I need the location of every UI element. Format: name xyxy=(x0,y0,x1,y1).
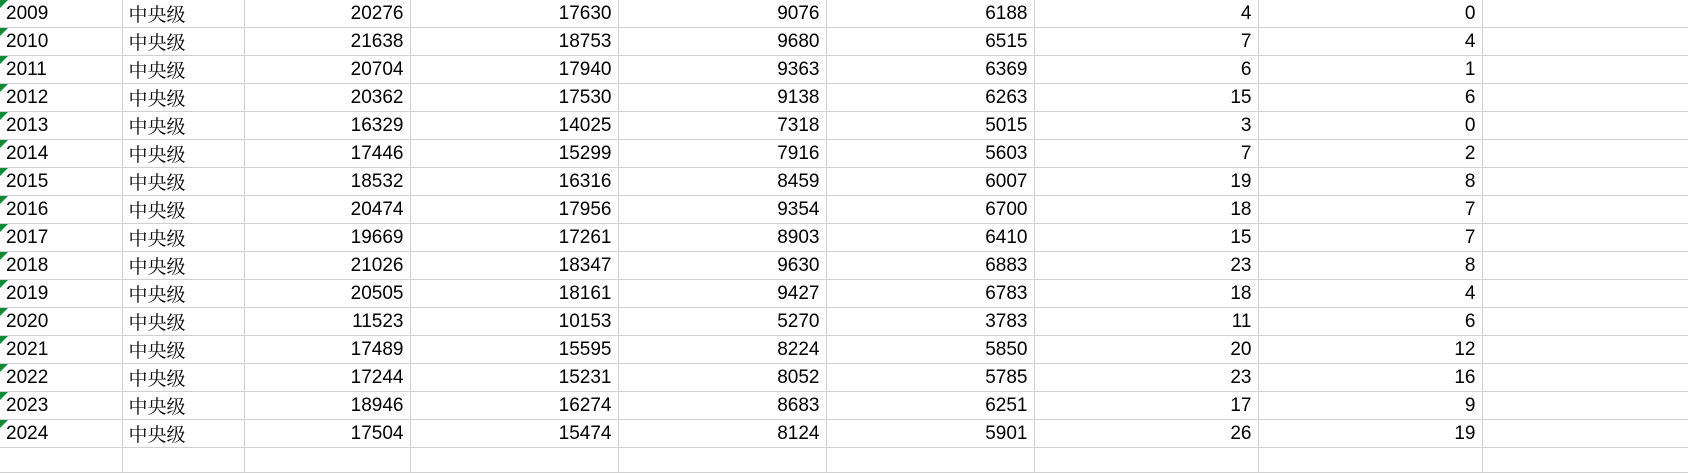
cell-value3[interactable]: 15299 xyxy=(410,140,618,168)
cell-value4[interactable]: 9680 xyxy=(618,28,826,56)
cell-value7[interactable]: 1 xyxy=(1258,56,1482,84)
cell-total[interactable]: 21638 xyxy=(244,28,410,56)
cell-value6[interactable]: 19 xyxy=(1034,168,1258,196)
cell-year[interactable] xyxy=(0,308,122,336)
cell-year-text: 2016 xyxy=(6,198,49,220)
cell-error-marker-icon xyxy=(0,224,8,232)
cell-value6[interactable]: 17 xyxy=(1034,392,1258,420)
cell-level[interactable]: 中央级 xyxy=(122,196,244,224)
cell-year-text: 2024 xyxy=(6,422,49,444)
cell-year[interactable] xyxy=(0,0,122,28)
cell-error-marker-icon xyxy=(0,420,8,428)
cell-total[interactable] xyxy=(244,448,410,473)
cell-error-marker-icon xyxy=(0,168,8,176)
cell-value4[interactable]: 8124 xyxy=(618,420,826,448)
cell-value6[interactable]: 4 xyxy=(1034,0,1258,28)
table-row[interactable] xyxy=(0,252,1688,280)
cell-value7[interactable]: 4 xyxy=(1258,28,1482,56)
cell-year-text: 2015 xyxy=(6,170,49,192)
cell-error-marker-icon xyxy=(0,280,8,288)
cell-value7[interactable]: 0 xyxy=(1258,112,1482,140)
cell-error-marker-icon xyxy=(0,84,8,92)
cell-level[interactable]: 中央级 xyxy=(122,364,244,392)
table-row[interactable] xyxy=(0,336,1688,364)
cell-value3[interactable]: 15595 xyxy=(410,336,618,364)
cell-year[interactable] xyxy=(0,336,122,364)
cell-error-marker-icon xyxy=(0,308,8,316)
cell-value5[interactable]: 3783 xyxy=(826,308,1034,336)
cell-value4[interactable]: 9138 xyxy=(618,84,826,112)
cell-year-text: 2010 xyxy=(6,30,49,52)
cell-total[interactable]: 20704 xyxy=(244,56,410,84)
cell-value7[interactable]: 2 xyxy=(1258,140,1482,168)
cell-value7[interactable]: 6 xyxy=(1258,84,1482,112)
cell-extra[interactable] xyxy=(1482,0,1688,28)
cell-value3[interactable]: 16274 xyxy=(410,392,618,420)
cell-year[interactable] xyxy=(0,84,122,112)
cell-value5[interactable]: 6263 xyxy=(826,84,1034,112)
cell-year-text: 2020 xyxy=(6,310,49,332)
cell-value3[interactable]: 16316 xyxy=(410,168,618,196)
cell-year[interactable] xyxy=(0,140,122,168)
table-row[interactable] xyxy=(0,140,1688,168)
cell-level[interactable]: 中央级 xyxy=(122,28,244,56)
cell-value7[interactable]: 8 xyxy=(1258,168,1482,196)
table-row[interactable] xyxy=(0,0,1688,28)
cell-error-marker-icon xyxy=(0,392,8,400)
cell-value6[interactable]: 20 xyxy=(1034,336,1258,364)
cell-extra[interactable] xyxy=(1482,196,1688,224)
cell-value6[interactable]: 6 xyxy=(1034,56,1258,84)
cell-level[interactable] xyxy=(122,448,244,473)
cell-year-text: 2019 xyxy=(6,282,49,304)
cell-year-text: 2018 xyxy=(6,254,49,276)
table-row[interactable] xyxy=(0,420,1688,448)
cell-total[interactable]: 17446 xyxy=(244,140,410,168)
cell-value7[interactable]: 7 xyxy=(1258,224,1482,252)
cell-extra[interactable] xyxy=(1482,56,1688,84)
cell-value5[interactable]: 5015 xyxy=(826,112,1034,140)
cell-value6[interactable] xyxy=(1034,448,1258,473)
cell-value7[interactable]: 16 xyxy=(1258,364,1482,392)
cell-value4[interactable]: 9363 xyxy=(618,56,826,84)
cell-value3[interactable]: 18753 xyxy=(410,28,618,56)
cell-year[interactable] xyxy=(0,56,122,84)
cell-value5[interactable]: 6188 xyxy=(826,0,1034,28)
cell-level[interactable]: 中央级 xyxy=(122,56,244,84)
cell-error-marker-icon xyxy=(0,56,8,64)
cell-extra[interactable] xyxy=(1482,252,1688,280)
table-row[interactable] xyxy=(0,308,1688,336)
cell-value6[interactable]: 3 xyxy=(1034,112,1258,140)
cell-error-marker-icon xyxy=(0,336,8,344)
cell-value4[interactable]: 8052 xyxy=(618,364,826,392)
cell-year-text: 2023 xyxy=(6,394,49,416)
cell-value4[interactable]: 8903 xyxy=(618,224,826,252)
cell-total[interactable]: 16329 xyxy=(244,112,410,140)
table-row[interactable] xyxy=(0,364,1688,392)
cell-total[interactable]: 17504 xyxy=(244,420,410,448)
cell-value3[interactable]: 18161 xyxy=(410,280,618,308)
cell-value5[interactable]: 5901 xyxy=(826,420,1034,448)
table-row[interactable] xyxy=(0,448,1688,473)
cell-value5[interactable]: 6007 xyxy=(826,168,1034,196)
cell-extra[interactable] xyxy=(1482,448,1688,473)
cell-value7[interactable]: 12 xyxy=(1258,336,1482,364)
cell-value4[interactable]: 7318 xyxy=(618,112,826,140)
cell-value5[interactable]: 5850 xyxy=(826,336,1034,364)
cell-total[interactable]: 20276 xyxy=(244,0,410,28)
cell-total[interactable]: 18946 xyxy=(244,392,410,420)
cell-value4[interactable]: 9630 xyxy=(618,252,826,280)
cell-year[interactable] xyxy=(0,196,122,224)
cell-value3[interactable]: 14025 xyxy=(410,112,618,140)
table-row[interactable] xyxy=(0,84,1688,112)
cell-value3[interactable]: 17630 xyxy=(410,0,618,28)
cell-level[interactable]: 中央级 xyxy=(122,252,244,280)
cell-level[interactable]: 中央级 xyxy=(122,84,244,112)
cell-value6[interactable]: 23 xyxy=(1034,364,1258,392)
cell-error-marker-icon xyxy=(0,28,8,36)
cell-value6[interactable]: 7 xyxy=(1034,28,1258,56)
cell-value7[interactable]: 8 xyxy=(1258,252,1482,280)
cell-level[interactable]: 中央级 xyxy=(122,0,244,28)
cell-value7[interactable]: 6 xyxy=(1258,308,1482,336)
cell-value5[interactable]: 6369 xyxy=(826,56,1034,84)
cell-error-marker-icon xyxy=(0,0,8,8)
cell-year[interactable] xyxy=(0,252,122,280)
cell-extra[interactable] xyxy=(1482,308,1688,336)
cell-value3[interactable]: 10153 xyxy=(410,308,618,336)
cell-value5[interactable]: 6783 xyxy=(826,280,1034,308)
cell-value5[interactable]: 6251 xyxy=(826,392,1034,420)
cell-year[interactable] xyxy=(0,364,122,392)
cell-value3[interactable]: 17261 xyxy=(410,224,618,252)
cell-total[interactable]: 17489 xyxy=(244,336,410,364)
cell-value3[interactable]: 17530 xyxy=(410,84,618,112)
cell-value7[interactable]: 7 xyxy=(1258,196,1482,224)
cell-total[interactable]: 20505 xyxy=(244,280,410,308)
cell-year[interactable] xyxy=(0,392,122,420)
cell-year-text: 2022 xyxy=(6,366,49,388)
cell-value5[interactable]: 6883 xyxy=(826,252,1034,280)
cell-total[interactable]: 20474 xyxy=(244,196,410,224)
cell-value7[interactable]: 0 xyxy=(1258,0,1482,28)
cell-value6[interactable]: 26 xyxy=(1034,420,1258,448)
cell-level[interactable]: 中央级 xyxy=(122,308,244,336)
cell-value6[interactable]: 11 xyxy=(1034,308,1258,336)
table-row[interactable] xyxy=(0,224,1688,252)
cell-extra[interactable] xyxy=(1482,224,1688,252)
cell-level[interactable]: 中央级 xyxy=(122,336,244,364)
cell-total[interactable]: 18532 xyxy=(244,168,410,196)
cell-value3[interactable]: 15231 xyxy=(410,364,618,392)
cell-total[interactable]: 19669 xyxy=(244,224,410,252)
cell-level[interactable]: 中央级 xyxy=(122,140,244,168)
cell-value5[interactable]: 6700 xyxy=(826,196,1034,224)
cell-year-text: 2011 xyxy=(6,58,47,80)
cell-level[interactable]: 中央级 xyxy=(122,280,244,308)
table-row[interactable] xyxy=(0,112,1688,140)
cell-year[interactable] xyxy=(0,168,122,196)
cell-year-text: 2013 xyxy=(6,114,49,136)
cell-level[interactable]: 中央级 xyxy=(122,112,244,140)
cell-total[interactable]: 21026 xyxy=(244,252,410,280)
cell-error-marker-icon xyxy=(0,196,8,204)
cell-value3[interactable]: 17956 xyxy=(410,196,618,224)
cell-value6[interactable]: 15 xyxy=(1034,84,1258,112)
cell-value5[interactable] xyxy=(826,448,1034,473)
cell-value3[interactable] xyxy=(410,448,618,473)
cell-value7[interactable]: 19 xyxy=(1258,420,1482,448)
cell-year[interactable] xyxy=(0,280,122,308)
cell-value4[interactable]: 9354 xyxy=(618,196,826,224)
cell-year-text: 2012 xyxy=(6,86,49,108)
table-row[interactable] xyxy=(0,56,1688,84)
cell-value5[interactable]: 6515 xyxy=(826,28,1034,56)
cell-total[interactable]: 20362 xyxy=(244,84,410,112)
table-row[interactable] xyxy=(0,196,1688,224)
cell-year[interactable] xyxy=(0,112,122,140)
cell-total[interactable]: 17244 xyxy=(244,364,410,392)
cell-extra[interactable] xyxy=(1482,112,1688,140)
cell-total[interactable]: 11523 xyxy=(244,308,410,336)
cell-value6[interactable]: 15 xyxy=(1034,224,1258,252)
cell-value4[interactable]: 9076 xyxy=(618,0,826,28)
cell-value4[interactable]: 8459 xyxy=(618,168,826,196)
cell-extra[interactable] xyxy=(1482,364,1688,392)
cell-year[interactable] xyxy=(0,224,122,252)
cell-value6[interactable]: 23 xyxy=(1034,252,1258,280)
cell-value7[interactable] xyxy=(1258,448,1482,473)
cell-value4[interactable]: 5270 xyxy=(618,308,826,336)
cell-year[interactable] xyxy=(0,448,122,473)
cell-error-marker-icon xyxy=(0,364,8,372)
cell-extra[interactable] xyxy=(1482,168,1688,196)
cell-value4[interactable]: 8224 xyxy=(618,336,826,364)
cell-value5[interactable]: 6410 xyxy=(826,224,1034,252)
cell-error-marker-icon xyxy=(0,112,8,120)
cell-error-marker-icon xyxy=(0,252,8,260)
cell-value3[interactable]: 15474 xyxy=(410,420,618,448)
cell-value3[interactable]: 18347 xyxy=(410,252,618,280)
cell-extra[interactable] xyxy=(1482,420,1688,448)
cell-value4[interactable] xyxy=(618,448,826,473)
cell-value6[interactable]: 18 xyxy=(1034,196,1258,224)
cell-extra[interactable] xyxy=(1482,392,1688,420)
cell-value6[interactable]: 7 xyxy=(1034,140,1258,168)
cell-extra[interactable] xyxy=(1482,280,1688,308)
cell-year-text: 2017 xyxy=(6,226,49,248)
table-row[interactable] xyxy=(0,28,1688,56)
cell-level[interactable]: 中央级 xyxy=(122,392,244,420)
cell-year[interactable] xyxy=(0,420,122,448)
cell-value6[interactable]: 18 xyxy=(1034,280,1258,308)
cell-extra[interactable] xyxy=(1482,140,1688,168)
cell-extra[interactable] xyxy=(1482,84,1688,112)
cell-year[interactable] xyxy=(0,28,122,56)
cell-error-marker-icon xyxy=(0,140,8,148)
table-row[interactable] xyxy=(0,168,1688,196)
cell-level[interactable]: 中央级 xyxy=(122,168,244,196)
cell-value5[interactable]: 5785 xyxy=(826,364,1034,392)
cell-value7[interactable]: 9 xyxy=(1258,392,1482,420)
cell-value4[interactable]: 9427 xyxy=(618,280,826,308)
cell-level[interactable]: 中央级 xyxy=(122,224,244,252)
cell-value4[interactable]: 7916 xyxy=(618,140,826,168)
cell-value7[interactable]: 4 xyxy=(1258,280,1482,308)
cell-value4[interactable]: 8683 xyxy=(618,392,826,420)
cell-value3[interactable]: 17940 xyxy=(410,56,618,84)
cell-year-text: 2009 xyxy=(6,2,49,24)
table-row[interactable] xyxy=(0,392,1688,420)
cell-level[interactable]: 中央级 xyxy=(122,420,244,448)
table-row[interactable] xyxy=(0,280,1688,308)
cell-extra[interactable] xyxy=(1482,336,1688,364)
cell-year-text: 2021 xyxy=(6,338,49,360)
cell-extra[interactable] xyxy=(1482,28,1688,56)
cell-year-text: 2014 xyxy=(6,142,49,164)
cell-value5[interactable]: 5603 xyxy=(826,140,1034,168)
